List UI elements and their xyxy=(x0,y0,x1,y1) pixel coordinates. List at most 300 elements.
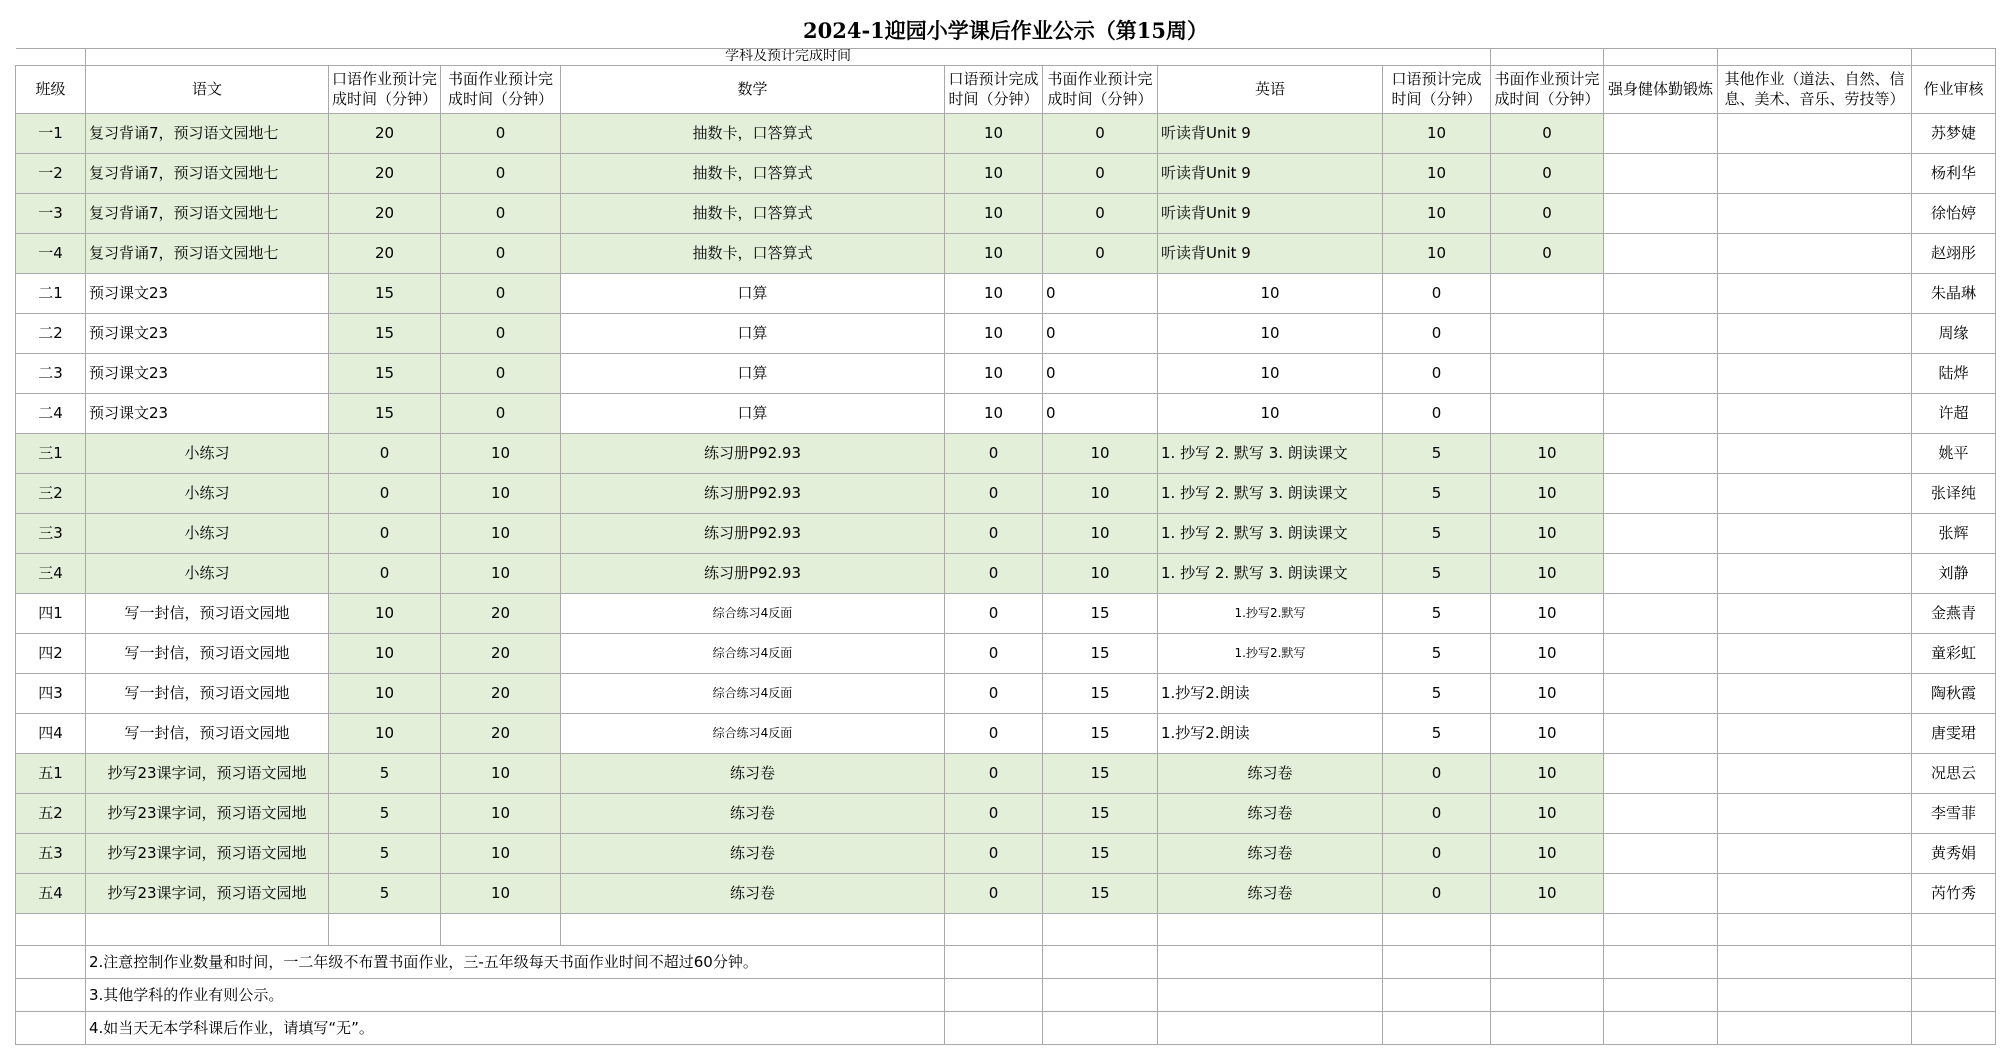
empty-cell xyxy=(1718,978,1912,1011)
empty-cell xyxy=(16,978,86,1011)
cell-class: 五3 xyxy=(16,833,86,873)
cell-math-written: 0 xyxy=(1043,113,1158,153)
cell-english-oral: 5 xyxy=(1383,713,1491,753)
cell-reviewer: 朱晶琳 xyxy=(1912,273,1996,313)
cell-english-oral: 10 xyxy=(1383,233,1491,273)
cell-class: 三1 xyxy=(16,433,86,473)
cell-math-oral: 10 xyxy=(945,353,1043,393)
cell-chinese-oral: 5 xyxy=(329,753,441,793)
cell-chinese: 写一封信，预习语文园地 xyxy=(86,593,329,633)
table-row xyxy=(16,833,1996,873)
blank-row xyxy=(16,913,1996,945)
cell-english: 10 xyxy=(1158,313,1383,353)
cell-english-written xyxy=(1491,393,1604,433)
table-row xyxy=(16,313,1996,353)
sheet-title: 2024-1迎园小学课后作业公示（第15周） xyxy=(16,14,1996,48)
cell-math: 练习册P92.93 xyxy=(561,433,945,473)
cell-english-oral: 5 xyxy=(1383,593,1491,633)
cell-reviewer: 况思云 xyxy=(1912,753,1996,793)
cell-class: 一2 xyxy=(16,153,86,193)
cell-english-written: 10 xyxy=(1491,593,1604,633)
cell-english: 练习卷 xyxy=(1158,793,1383,833)
empty-cell xyxy=(441,913,561,945)
cell-math-written: 0 xyxy=(1043,353,1158,393)
table-row xyxy=(16,193,1996,233)
cell-math-oral: 0 xyxy=(945,873,1043,913)
cell-math-oral: 10 xyxy=(945,113,1043,153)
empty-cell xyxy=(1158,945,1383,978)
cell-reviewer: 刘静 xyxy=(1912,553,1996,593)
cell-chinese-oral: 0 xyxy=(329,553,441,593)
header-chinese: 语文 xyxy=(86,65,329,113)
cell-pe xyxy=(1604,233,1718,273)
note-row xyxy=(16,945,1996,978)
cell-chinese-written: 20 xyxy=(441,593,561,633)
table-row xyxy=(16,713,1996,753)
cell-other xyxy=(1718,713,1912,753)
cell-class: 一3 xyxy=(16,193,86,233)
header-english-written: 书面作业预计完成时间（分钟） xyxy=(1491,65,1604,113)
note-row xyxy=(16,978,1996,1011)
cell-chinese-oral: 10 xyxy=(329,593,441,633)
cell-english-written: 10 xyxy=(1491,513,1604,553)
cell-english-oral: 0 xyxy=(1383,873,1491,913)
cell-other xyxy=(1718,833,1912,873)
group-header: 学科及预计完成时间 xyxy=(86,48,1491,65)
cell-math: 练习卷 xyxy=(561,793,945,833)
cell-english-oral: 5 xyxy=(1383,553,1491,593)
cell-chinese-written: 20 xyxy=(441,713,561,753)
cell-chinese: 预习课文23 xyxy=(86,393,329,433)
cell-pe xyxy=(1604,113,1718,153)
cell-chinese-oral: 20 xyxy=(329,233,441,273)
header-math-written: 书面作业预计完成时间（分钟） xyxy=(1043,65,1158,113)
cell-pe xyxy=(1604,193,1718,233)
empty-cell xyxy=(1043,913,1158,945)
cell-chinese-oral: 5 xyxy=(329,833,441,873)
cell-reviewer: 陶秋霞 xyxy=(1912,673,1996,713)
cell-reviewer: 张译纯 xyxy=(1912,473,1996,513)
cell-english-written: 10 xyxy=(1491,473,1604,513)
empty-cell xyxy=(945,913,1043,945)
header-reviewer: 作业审核 xyxy=(1912,65,1996,113)
cell-class: 一4 xyxy=(16,233,86,273)
table-row xyxy=(16,553,1996,593)
cell-math-written: 15 xyxy=(1043,793,1158,833)
cell-math: 综合练习4反面 xyxy=(561,673,945,713)
cell-math: 练习卷 xyxy=(561,833,945,873)
cell-chinese-written: 20 xyxy=(441,633,561,673)
cell-english: 1. 抄写 2. 默写 3. 朗读课文 xyxy=(1158,473,1383,513)
cell-chinese: 预习课文23 xyxy=(86,353,329,393)
cell-pe xyxy=(1604,313,1718,353)
cell-other xyxy=(1718,873,1912,913)
cell-english-oral: 5 xyxy=(1383,433,1491,473)
cell-class: 四1 xyxy=(16,593,86,633)
table-row xyxy=(16,433,1996,473)
cell-math: 练习册P92.93 xyxy=(561,513,945,553)
cell-pe xyxy=(1604,153,1718,193)
cell-math-written: 10 xyxy=(1043,553,1158,593)
note-text: 3.其他学科的作业有则公示。 xyxy=(86,978,945,1011)
cell-pe xyxy=(1604,393,1718,433)
cell-math-oral: 0 xyxy=(945,593,1043,633)
cell-chinese-oral: 15 xyxy=(329,393,441,433)
cell-other xyxy=(1718,433,1912,473)
cell-chinese-oral: 10 xyxy=(329,633,441,673)
empty-cell xyxy=(1043,978,1158,1011)
cell-other xyxy=(1718,353,1912,393)
cell-other xyxy=(1718,793,1912,833)
cell-english: 1.抄写2.默写 xyxy=(1158,633,1383,673)
cell-chinese-written: 0 xyxy=(441,393,561,433)
cell-math: 综合练习4反面 xyxy=(561,633,945,673)
cell-pe xyxy=(1604,873,1718,913)
table-row xyxy=(16,273,1996,313)
cell-other xyxy=(1718,473,1912,513)
cell-chinese: 小练习 xyxy=(86,553,329,593)
cell-math-written: 0 xyxy=(1043,153,1158,193)
cell-math: 口算 xyxy=(561,353,945,393)
empty-cell xyxy=(1491,945,1604,978)
cell-english-oral: 10 xyxy=(1383,153,1491,193)
cell-math-oral: 10 xyxy=(945,193,1043,233)
cell-english: 1. 抄写 2. 默写 3. 朗读课文 xyxy=(1158,513,1383,553)
cell-other xyxy=(1718,593,1912,633)
empty-cell xyxy=(1912,945,1996,978)
note-text: 4.如当天无本学科课后作业，请填写“无”。 xyxy=(86,1011,945,1044)
cell-math-oral: 0 xyxy=(945,793,1043,833)
cell-english: 听读背Unit 9 xyxy=(1158,233,1383,273)
cell-chinese-oral: 15 xyxy=(329,313,441,353)
note-text: 2.注意控制作业数量和时间，一二年级不布置书面作业，三-五年级每天书面作业时间不超过60分钟。 xyxy=(86,945,945,978)
table-row xyxy=(16,593,1996,633)
cell-chinese-written: 0 xyxy=(441,153,561,193)
table-row xyxy=(16,393,1996,433)
cell-other xyxy=(1718,273,1912,313)
cell-reviewer: 唐雯珺 xyxy=(1912,713,1996,753)
cell-math: 抽数卡，口答算式 xyxy=(561,153,945,193)
cell-chinese: 写一封信，预习语文园地 xyxy=(86,633,329,673)
table-row xyxy=(16,153,1996,193)
cell-other xyxy=(1718,393,1912,433)
note-row xyxy=(16,1011,1996,1044)
cell-math-oral: 0 xyxy=(945,833,1043,873)
cell-english: 听读背Unit 9 xyxy=(1158,153,1383,193)
cell-math-written: 10 xyxy=(1043,433,1158,473)
cell-math-oral: 0 xyxy=(945,513,1043,553)
cell-math: 抽数卡，口答算式 xyxy=(561,193,945,233)
cell-english: 10 xyxy=(1158,393,1383,433)
cell-chinese-oral: 15 xyxy=(329,273,441,313)
cell-chinese-written: 10 xyxy=(441,553,561,593)
cell-class: 二3 xyxy=(16,353,86,393)
cell-english-oral: 5 xyxy=(1383,633,1491,673)
cell-reviewer: 陆烨 xyxy=(1912,353,1996,393)
empty-cell xyxy=(1383,945,1491,978)
empty-cell xyxy=(1043,1011,1158,1044)
cell-class: 五4 xyxy=(16,873,86,913)
cell-chinese-written: 20 xyxy=(441,673,561,713)
cell-chinese-written: 10 xyxy=(441,873,561,913)
cell-chinese-oral: 20 xyxy=(329,153,441,193)
cell-other xyxy=(1718,753,1912,793)
cell-math-oral: 10 xyxy=(945,273,1043,313)
empty-cell xyxy=(16,1011,86,1044)
table-row xyxy=(16,633,1996,673)
cell-english-oral: 10 xyxy=(1383,113,1491,153)
cell-math: 口算 xyxy=(561,393,945,433)
empty-cell xyxy=(561,913,945,945)
cell-chinese: 抄写23课字词，预习语文园地 xyxy=(86,793,329,833)
cell-math: 口算 xyxy=(561,313,945,353)
table-row xyxy=(16,233,1996,273)
cell-reviewer: 芮竹秀 xyxy=(1912,873,1996,913)
cell-english-written: 0 xyxy=(1491,233,1604,273)
cell-class: 二1 xyxy=(16,273,86,313)
empty-cell xyxy=(1158,978,1383,1011)
cell-chinese: 写一封信，预习语文园地 xyxy=(86,673,329,713)
cell-class: 三2 xyxy=(16,473,86,513)
cell-chinese-written: 10 xyxy=(441,753,561,793)
cell-english: 练习卷 xyxy=(1158,873,1383,913)
cell-class: 二2 xyxy=(16,313,86,353)
cell-chinese-oral: 10 xyxy=(329,673,441,713)
empty-cell xyxy=(1158,1011,1383,1044)
cell-other xyxy=(1718,153,1912,193)
cell-english-written: 0 xyxy=(1491,113,1604,153)
empty-cell xyxy=(945,945,1043,978)
table-row xyxy=(16,113,1996,153)
cell-english-oral: 0 xyxy=(1383,313,1491,353)
cell-pe xyxy=(1604,593,1718,633)
cell-math-written: 0 xyxy=(1043,313,1158,353)
cell-chinese: 小练习 xyxy=(86,473,329,513)
cell-math: 练习册P92.93 xyxy=(561,473,945,513)
empty-cell xyxy=(1912,1011,1996,1044)
cell-english-written: 10 xyxy=(1491,753,1604,793)
header-chinese-written: 书面作业预计完成时间（分钟） xyxy=(441,65,561,113)
cell-other xyxy=(1718,633,1912,673)
cell-reviewer: 许超 xyxy=(1912,393,1996,433)
cell-english-oral: 0 xyxy=(1383,833,1491,873)
cell-pe xyxy=(1604,833,1718,873)
cell-math-written: 15 xyxy=(1043,633,1158,673)
cell-english-written xyxy=(1491,353,1604,393)
cell-pe xyxy=(1604,673,1718,713)
empty-cell xyxy=(945,978,1043,1011)
cell-chinese: 抄写23课字词，预习语文园地 xyxy=(86,753,329,793)
cell-math-oral: 10 xyxy=(945,393,1043,433)
cell-math: 综合练习4反面 xyxy=(561,713,945,753)
cell-chinese-written: 10 xyxy=(441,513,561,553)
table-row xyxy=(16,673,1996,713)
cell-english-oral: 5 xyxy=(1383,513,1491,553)
cell-class: 五1 xyxy=(16,753,86,793)
cell-math: 练习卷 xyxy=(561,873,945,913)
empty-cell xyxy=(1158,913,1383,945)
cell-chinese-written: 0 xyxy=(441,273,561,313)
cell-chinese-oral: 0 xyxy=(329,433,441,473)
cell-english-oral: 0 xyxy=(1383,793,1491,833)
empty-cell xyxy=(1043,945,1158,978)
cell-english-written: 0 xyxy=(1491,193,1604,233)
cell-chinese: 抄写23课字词，预习语文园地 xyxy=(86,873,329,913)
cell-chinese: 预习课文23 xyxy=(86,313,329,353)
cell-english-oral: 10 xyxy=(1383,193,1491,233)
cell-pe xyxy=(1604,433,1718,473)
cell-chinese-written: 10 xyxy=(441,473,561,513)
cell-chinese-written: 10 xyxy=(441,833,561,873)
cell-chinese-written: 10 xyxy=(441,433,561,473)
cell-chinese-written: 0 xyxy=(441,233,561,273)
cell-chinese-oral: 20 xyxy=(329,193,441,233)
cell-english-written xyxy=(1491,313,1604,353)
cell-other xyxy=(1718,113,1912,153)
cell-chinese: 预习课文23 xyxy=(86,273,329,313)
empty-cell xyxy=(1383,978,1491,1011)
cell-class: 四3 xyxy=(16,673,86,713)
cell-english-oral: 0 xyxy=(1383,393,1491,433)
table-row xyxy=(16,793,1996,833)
cell-chinese-oral: 0 xyxy=(329,513,441,553)
header-math: 数学 xyxy=(561,65,945,113)
cell-english-written: 10 xyxy=(1491,433,1604,473)
cell-other xyxy=(1718,313,1912,353)
cell-chinese: 复习背诵7，预习语文园地七 xyxy=(86,113,329,153)
cell-pe xyxy=(1604,713,1718,753)
cell-math-written: 15 xyxy=(1043,873,1158,913)
cell-math-oral: 10 xyxy=(945,233,1043,273)
cell-math-oral: 0 xyxy=(945,673,1043,713)
cell-math-oral: 0 xyxy=(945,753,1043,793)
empty-cell xyxy=(1491,1011,1604,1044)
cell-english-written: 10 xyxy=(1491,873,1604,913)
cell-math-oral: 0 xyxy=(945,473,1043,513)
cell-class: 三4 xyxy=(16,553,86,593)
cell-pe xyxy=(1604,473,1718,513)
cell-english-written xyxy=(1491,273,1604,313)
cell-english-written: 10 xyxy=(1491,633,1604,673)
cell-chinese-written: 0 xyxy=(441,353,561,393)
table-row xyxy=(16,873,1996,913)
cell-english-oral: 0 xyxy=(1383,353,1491,393)
cell-math: 抽数卡，口答算式 xyxy=(561,233,945,273)
cell-math: 练习卷 xyxy=(561,753,945,793)
empty-cell xyxy=(16,945,86,978)
cell-class: 四2 xyxy=(16,633,86,673)
cell-english-written: 10 xyxy=(1491,553,1604,593)
cell-class: 三3 xyxy=(16,513,86,553)
empty-cell xyxy=(1604,945,1718,978)
empty-cell xyxy=(1491,913,1604,945)
cell-chinese-oral: 0 xyxy=(329,473,441,513)
cell-chinese-oral: 5 xyxy=(329,793,441,833)
cell-math: 口算 xyxy=(561,273,945,313)
cell-english: 1.抄写2.朗读 xyxy=(1158,673,1383,713)
empty-cell xyxy=(1718,1011,1912,1044)
cell-math: 综合练习4反面 xyxy=(561,593,945,633)
header-other: 其他作业（道法、自然、信息、美术、音乐、劳技等） xyxy=(1718,65,1912,113)
cell-other xyxy=(1718,193,1912,233)
cell-english-written: 10 xyxy=(1491,833,1604,873)
cell-reviewer: 李雪菲 xyxy=(1912,793,1996,833)
header-chinese-oral: 口语作业预计完成时间（分钟） xyxy=(329,65,441,113)
table-row xyxy=(16,353,1996,393)
cell-pe xyxy=(1604,793,1718,833)
cell-english: 10 xyxy=(1158,353,1383,393)
cell-math-written: 0 xyxy=(1043,393,1158,433)
cell-math-written: 0 xyxy=(1043,193,1158,233)
cell-reviewer: 徐怡婷 xyxy=(1912,193,1996,233)
cell-math-written: 15 xyxy=(1043,673,1158,713)
cell-chinese-oral: 20 xyxy=(329,113,441,153)
cell-pe xyxy=(1604,513,1718,553)
cell-pe xyxy=(1604,353,1718,393)
cell-math: 抽数卡，口答算式 xyxy=(561,113,945,153)
table-row xyxy=(16,753,1996,793)
cell-english: 1. 抄写 2. 默写 3. 朗读课文 xyxy=(1158,433,1383,473)
cell-math-oral: 0 xyxy=(945,433,1043,473)
cell-other xyxy=(1718,513,1912,553)
cell-math: 练习册P92.93 xyxy=(561,553,945,593)
cell-english: 1. 抄写 2. 默写 3. 朗读课文 xyxy=(1158,553,1383,593)
cell-math-oral: 0 xyxy=(945,553,1043,593)
cell-english-written: 10 xyxy=(1491,673,1604,713)
cell-chinese: 复习背诵7，预习语文园地七 xyxy=(86,153,329,193)
cell-pe xyxy=(1604,273,1718,313)
cell-class: 一1 xyxy=(16,113,86,153)
cell-reviewer: 苏梦婕 xyxy=(1912,113,1996,153)
cell-chinese-oral: 15 xyxy=(329,353,441,393)
empty-cell xyxy=(86,913,329,945)
header-math-oral: 口语预计完成时间（分钟） xyxy=(945,65,1043,113)
cell-pe xyxy=(1604,553,1718,593)
cell-english-oral: 5 xyxy=(1383,673,1491,713)
cell-class: 五2 xyxy=(16,793,86,833)
cell-chinese: 复习背诵7，预习语文园地七 xyxy=(86,193,329,233)
cell-reviewer: 黄秀娟 xyxy=(1912,833,1996,873)
cell-english: 1.抄写2.默写 xyxy=(1158,593,1383,633)
cell-english-written: 10 xyxy=(1491,793,1604,833)
header-english-oral: 口语预计完成时间（分钟） xyxy=(1383,65,1491,113)
cell-other xyxy=(1718,673,1912,713)
empty-cell xyxy=(1604,1011,1718,1044)
cell-english-oral: 0 xyxy=(1383,753,1491,793)
cell-english: 练习卷 xyxy=(1158,753,1383,793)
cell-chinese-written: 0 xyxy=(441,313,561,353)
empty-cell xyxy=(329,913,441,945)
cell-reviewer: 周缘 xyxy=(1912,313,1996,353)
empty-cell xyxy=(1718,945,1912,978)
cell-reviewer: 张辉 xyxy=(1912,513,1996,553)
cell-chinese: 抄写23课字词，预习语文园地 xyxy=(86,833,329,873)
cell-class: 二4 xyxy=(16,393,86,433)
empty-cell xyxy=(1604,913,1718,945)
cell-chinese-written: 0 xyxy=(441,193,561,233)
cell-chinese: 小练习 xyxy=(86,513,329,553)
cell-english: 练习卷 xyxy=(1158,833,1383,873)
cell-reviewer: 金燕青 xyxy=(1912,593,1996,633)
cell-chinese-written: 10 xyxy=(441,793,561,833)
cell-english: 1.抄写2.朗读 xyxy=(1158,713,1383,753)
cell-chinese: 写一封信，预习语文园地 xyxy=(86,713,329,753)
cell-math-oral: 0 xyxy=(945,713,1043,753)
cell-chinese: 复习背诵7，预习语文园地七 xyxy=(86,233,329,273)
cell-reviewer: 姚平 xyxy=(1912,433,1996,473)
header-class: 班级 xyxy=(16,65,86,113)
cell-english: 听读背Unit 9 xyxy=(1158,193,1383,233)
